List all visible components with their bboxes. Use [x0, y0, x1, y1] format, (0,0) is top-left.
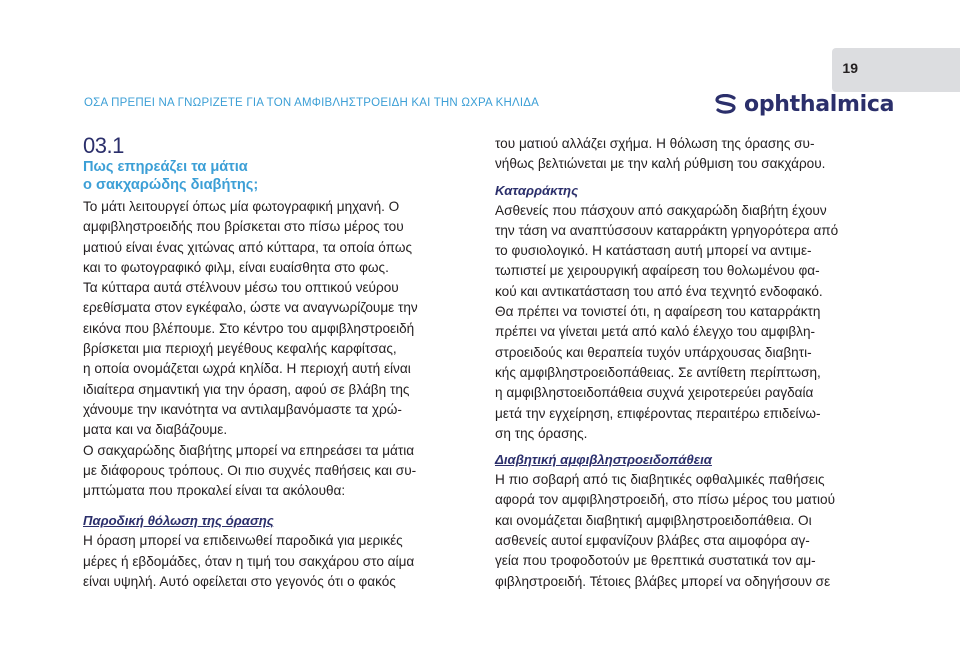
page-number: 19: [842, 60, 858, 76]
heading-diabetic-retinopathy: Διαβητική αμφιβληστροειδοπάθεια: [495, 452, 712, 468]
section-number: 03.1: [83, 133, 124, 158]
body-line: χάνουμε την ικανότητα να αντιλαμβανόμαστε τα χρώ-: [83, 401, 402, 417]
body-line: εικόνα που βλέπουμε. Στο κέντρο του αμφιβληστροειδή: [83, 320, 415, 336]
body-line: νήθως βελτιώνεται με την καλή ρύθμιση του σακχάρου.: [495, 156, 826, 172]
body-line: κής αμφιβληστροειδοπάθειας. Σε αντίθετη περίπτωση,: [495, 364, 821, 380]
body-line: με διάφορους τρόπους. Οι πιο συχνές παθήσεις και συ-: [83, 462, 417, 478]
heading-cataract: Καταρράκτης: [495, 182, 579, 198]
body-line: Η πιο σοβαρή από τις διαβητικές οφθαλμικές παθήσεις: [495, 472, 825, 488]
body-line: Ο σακχαρώδης διαβήτης μπορεί να επηρεάσει τα μάτια: [83, 442, 415, 458]
body-line: τωπιστεί με χειρουργική αφαίρεση του θολωμένου φα-: [495, 263, 820, 279]
body-line: κού και αντικατάσταση του από ένα τεχνητό ενδοφακό.: [495, 283, 823, 299]
body-line: την τάση να αναπτύσσουν καταρράκτη γρηγορότερα από: [495, 222, 839, 238]
running-header: ΟΣΑ ΠΡΕΠΕΙ ΝΑ ΓΝΩΡΙΖΕΤΕ ΓΙΑ ΤΟΝ ΑΜΦΙΒΛΗΣΤΡΟΕΙΔΗ ΚΑΙ ΤΗΝ ΩΧΡΑ ΚΗΛΙΔΑ: [84, 97, 540, 109]
body-line: μέρες ή εβδομάδες, όταν η τιμή του σακχάρου στο αίμα: [83, 553, 415, 569]
body-line: ματα και να διαβάζουμε.: [83, 422, 228, 438]
left-column: [83, 134, 467, 592]
body-line: Το μάτι λειτουργεί όπως μία φωτογραφική μηχανή. Ο: [83, 199, 400, 214]
body-line: του ματιού αλλάζει σχήμα. Η θόλωση της όρασης συ-: [495, 136, 815, 151]
body-line: μπτώματα που προκαλεί είναι τα ακόλουθα:: [83, 483, 346, 499]
body-line: και ονομάζεται διαβητική αμφιβληστροειδοπάθεια. Οι: [495, 512, 812, 528]
section-title-line: ο σακχαρώδης διαβήτης;: [83, 177, 259, 193]
body-line: ιδιαίτερα σημαντική για την όραση, αφού σε βλάβη της: [83, 381, 410, 397]
ophthalmica-logo: [714, 90, 894, 118]
body-line: και το φωτογραφικό φιλμ, είναι ευαίσθητα στο φως.: [83, 259, 389, 275]
body-line: μετά την εγχείρηση, επιφέροντας περαιτέρω επιδείνω-: [495, 405, 821, 421]
body-line: Ασθενείς που πάσχουν από σακχαρώδη διαβήτη έχουν: [495, 202, 827, 218]
body-line: Τα κύτταρα αυτά στέλνουν μέσω του οπτικού νεύρου: [83, 280, 399, 296]
subheading-transient-blur: Παροδική θόλωση της όρασης: [83, 513, 274, 529]
body-line: η οποία ονομάζεται ωχρά κηλίδα. Η περιοχή αυτή είναι: [83, 361, 411, 377]
body-line: Θα πρέπει να τονιστεί ότι, η αφαίρεση του καταρράκτη: [495, 304, 821, 320]
body-line: στροειδούς και θεραπεία τυχόν υπάρχουσας διαβητι-: [495, 344, 812, 360]
body-line: ερεθίσματα στον εγκέφαλο, ώστε να αναγνωρίζουμε την: [83, 300, 418, 316]
body-line: η αμφιβληστοειδοπάθεια συχνά χειροτερεύει ραγδαία: [495, 385, 814, 401]
body-line: φιβληστροειδή. Τέτοιες βλάβες μπορεί να οδηγήσουν σε: [495, 573, 831, 589]
body-line: αφορά τον αμφιβληστροειδή, στο πίσω μέρος του ματιού: [495, 492, 836, 508]
logo-wordmark: ophthalmica: [744, 91, 895, 117]
section-title-line: Πως επηρεάζει τα μάτια: [83, 159, 248, 175]
body-line: είναι υψηλή. Αυτό οφείλεται στο γεγονός ότι ο φακός: [83, 574, 396, 590]
body-line: Η όραση μπορεί να επιδεινωθεί παροδικά για μερικές: [83, 533, 403, 549]
body-line: αμφιβληστροειδής που βρίσκεται στο πίσω μέρος του: [83, 219, 404, 235]
body-line: βρίσκεται μια περιοχή μεγέθους κεφαλής καρφίτσας,: [83, 341, 397, 357]
ophthalmica-swirl-icon: [714, 94, 738, 114]
body-line: ση της όρασης.: [495, 425, 588, 441]
body-line: γεία που τροφοδοτούν με θρεπτικά συστατικά τον αμ-: [495, 553, 816, 569]
body-line: πρέπει να γίνεται μετά από καλό έλεγχο του αμφιβλη-: [495, 324, 816, 340]
body-line: ασθενείς αυτοί εμφανίζουν βλάβες στα αιμοφόρα αγ-: [495, 533, 810, 549]
right-column: [495, 134, 879, 592]
body-line: το φυσιολογικό. Η κατάσταση αυτή μπορεί να αντιμε-: [495, 243, 812, 259]
body-line: ματιού είναι ένας χιτώνας από κύτταρα, τα οποία όπως: [83, 239, 413, 255]
